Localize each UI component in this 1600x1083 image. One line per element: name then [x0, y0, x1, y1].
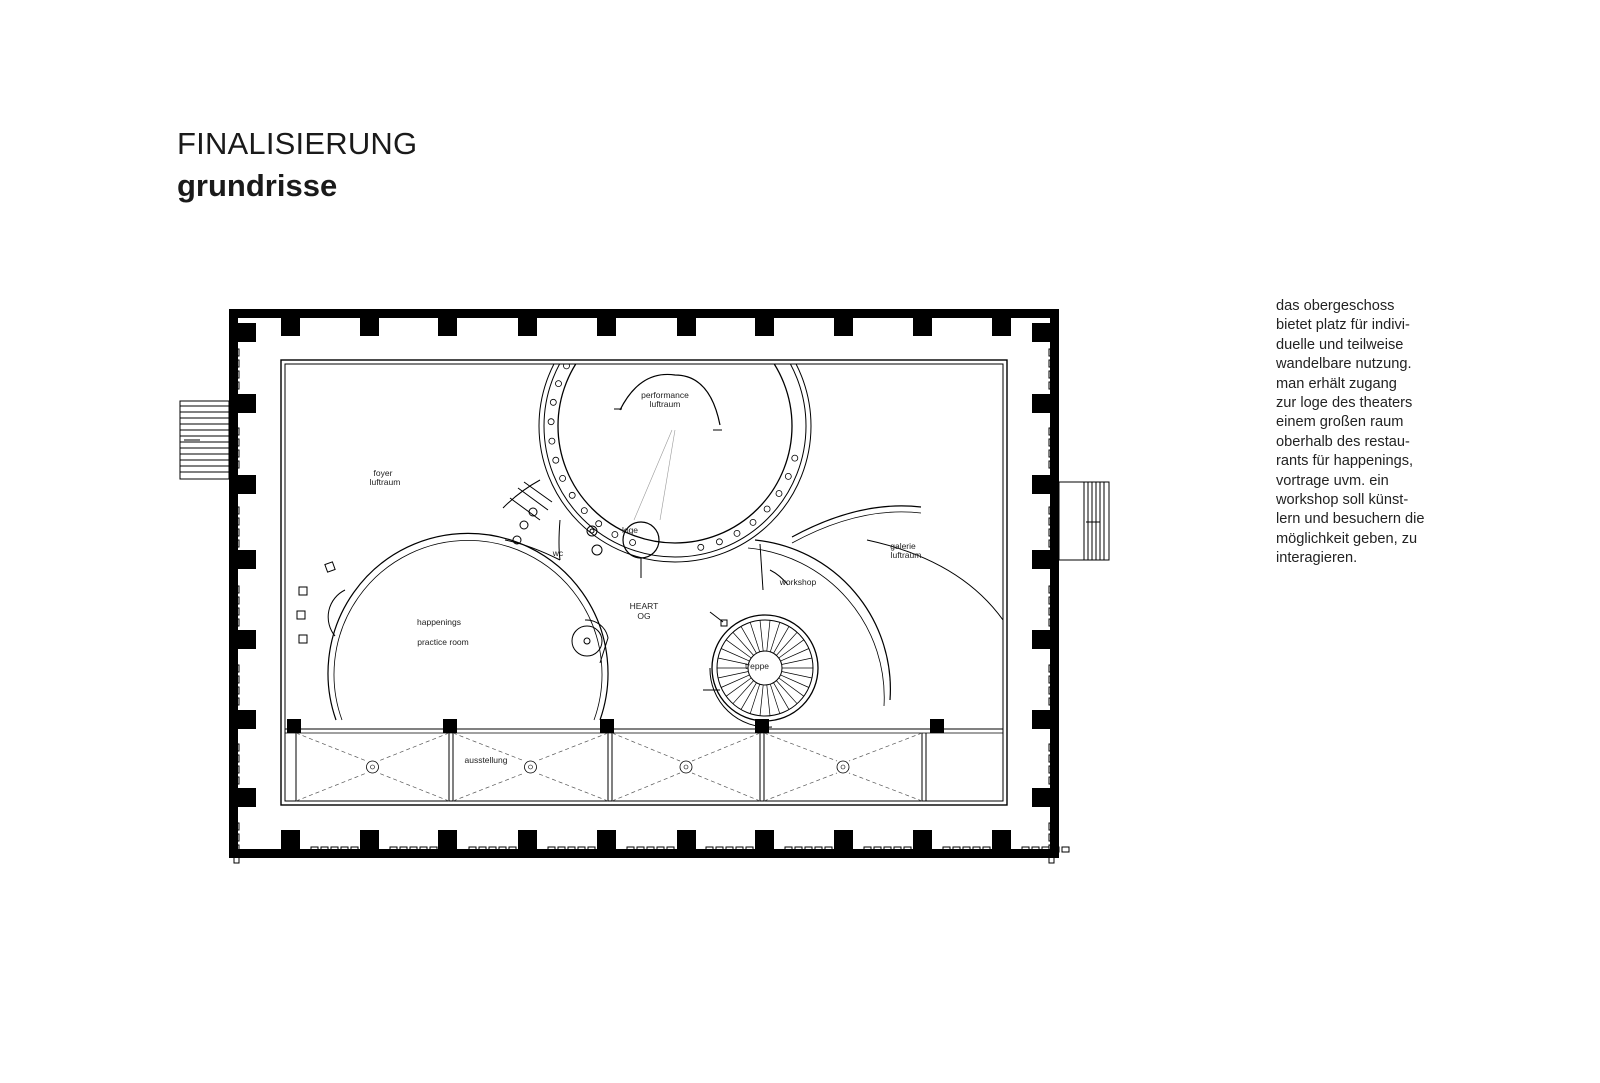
vault-rib	[764, 773, 837, 801]
seat	[764, 506, 770, 512]
vault-rib	[764, 733, 837, 761]
seat	[750, 519, 756, 525]
wall-pillar	[755, 314, 774, 336]
label-workshop: workshop	[779, 577, 817, 587]
wall-pillar	[677, 314, 696, 336]
stair-step	[770, 622, 780, 652]
workshop-arc	[755, 540, 890, 700]
seat	[574, 347, 580, 353]
stair-step	[782, 672, 812, 679]
description-line: workshop soll künst-	[1276, 492, 1409, 509]
stair-step	[774, 626, 790, 653]
wall-pillar	[1032, 323, 1054, 342]
description-line: duelle und teilweise	[1276, 336, 1404, 353]
page-title: FINALISIERUNG	[177, 126, 418, 161]
wall-pillar	[281, 314, 300, 336]
ausstellung-vaults	[296, 733, 922, 801]
stair-step	[741, 683, 757, 710]
wall-pillar	[913, 830, 932, 852]
label-performance-luftraum: luftraum	[649, 399, 681, 409]
label-galerie: galerie	[890, 541, 916, 551]
wall-pillar	[913, 314, 932, 336]
label-loge: loge	[621, 525, 639, 535]
description-line: lern und besuchern die	[1276, 511, 1425, 528]
vault-rib	[612, 733, 680, 761]
wall-pillar	[755, 830, 774, 852]
vault-rib	[692, 733, 760, 761]
seat	[596, 521, 602, 527]
wall-pillar	[281, 830, 300, 852]
wall-pillar	[234, 323, 256, 342]
stair-step	[781, 675, 809, 688]
vault-rib	[612, 773, 680, 801]
seat	[776, 491, 782, 497]
vault-rib	[296, 773, 367, 801]
description-line: oberhalb des restau-	[1276, 433, 1410, 450]
stair-step	[760, 685, 763, 716]
label-heart-og: OG	[637, 611, 651, 621]
galerie-edge	[867, 540, 1003, 620]
vault-boss	[837, 761, 849, 773]
wall-pillar	[438, 830, 457, 852]
performance-inner-ring	[558, 309, 792, 543]
description-line: das obergeschoss	[1276, 298, 1395, 314]
label-foyer-luftraum: luftraum	[369, 477, 401, 487]
vault-rib	[379, 773, 450, 801]
wall-pillar	[1032, 710, 1054, 729]
description-line: zur loge des theaters	[1276, 395, 1413, 412]
happenings-circle	[328, 533, 608, 720]
seat	[569, 492, 575, 498]
seat	[550, 399, 556, 405]
stair-step	[750, 622, 760, 652]
vault-rib	[849, 733, 922, 761]
wc-arc	[503, 480, 540, 508]
stair-step	[760, 620, 763, 651]
vault-boss-center	[684, 765, 688, 769]
description-line: wandelbare nutzung.	[1276, 356, 1412, 373]
description-line: vortrage uvm. ein	[1276, 472, 1389, 489]
inner-wall-outer	[281, 360, 1007, 805]
wall-pillar	[518, 314, 537, 336]
seat	[630, 540, 636, 546]
description-line: bietet platz für indivi-	[1276, 317, 1410, 334]
vault-boss-center	[841, 765, 845, 769]
seat	[698, 544, 704, 550]
wall-pillar	[234, 630, 256, 649]
wall-pillar	[1032, 550, 1054, 569]
description-line: möglichkeit geben, zu	[1276, 530, 1418, 547]
wall-pillar	[518, 830, 537, 852]
stair-step	[781, 649, 809, 662]
wall-pillar	[360, 314, 379, 336]
seat	[549, 438, 555, 444]
label-ausstellung: ausstellung	[464, 755, 508, 765]
seat	[734, 530, 740, 536]
stair-step	[721, 649, 749, 662]
vault-boss-center	[529, 765, 533, 769]
stair-step	[767, 620, 770, 651]
seat	[587, 332, 593, 338]
label-performance: performance	[641, 390, 689, 400]
wall-pillar	[234, 394, 256, 413]
stair-step	[718, 672, 748, 679]
vault-boss	[680, 761, 692, 773]
wall-pillar	[1032, 788, 1054, 807]
vault-boss-center	[371, 765, 375, 769]
label-happenings: happenings	[417, 617, 461, 627]
stair-step	[770, 684, 780, 714]
seat	[785, 473, 791, 479]
wall-pillar	[1032, 630, 1054, 649]
wall-pillar	[992, 830, 1011, 852]
inner-wall-inner	[285, 364, 1003, 801]
vault-rib	[453, 773, 525, 801]
seat	[556, 381, 562, 387]
stair-step	[718, 658, 748, 665]
wall-pillar	[597, 314, 616, 336]
wall-pillar	[234, 788, 256, 807]
seat	[716, 539, 722, 545]
wall-pillar	[234, 475, 256, 494]
wall-pillar	[834, 314, 853, 336]
description-line: interagieren.	[1276, 550, 1358, 567]
wall-pillar	[234, 550, 256, 569]
stair-east	[1059, 482, 1109, 560]
seat	[581, 508, 587, 514]
wall-pillar	[834, 830, 853, 852]
vault-rib	[537, 773, 609, 801]
vault-rib	[537, 733, 609, 761]
wall-pillar	[438, 314, 457, 336]
seat	[792, 455, 798, 461]
interior-columns	[287, 719, 944, 733]
galerie-arc	[792, 506, 921, 537]
window-pane	[1062, 847, 1069, 852]
stair-step	[774, 683, 790, 710]
vault-boss	[367, 761, 379, 773]
vault-boss	[525, 761, 537, 773]
vault-rib	[849, 773, 922, 801]
seat	[548, 419, 554, 425]
wc-partitions	[510, 482, 552, 520]
wall-pillar	[597, 830, 616, 852]
stair-step	[782, 658, 812, 665]
wall-pillar	[1032, 475, 1054, 494]
stair-step	[767, 685, 770, 716]
seat	[560, 475, 566, 481]
stair-step	[721, 675, 749, 688]
vault-rib	[296, 733, 367, 761]
wall-pillar	[360, 830, 379, 852]
description-line: man erhält zugang	[1276, 375, 1397, 392]
label-foyer: foyer	[373, 468, 393, 478]
description-line: einem großen raum	[1276, 414, 1404, 431]
wall-pillar	[677, 830, 696, 852]
label-treppe: treppe	[744, 661, 770, 671]
label-galerie-luftraum: luftraum	[890, 550, 922, 560]
wall-pillar	[1032, 394, 1054, 413]
label-practice-room: practice room	[417, 637, 469, 647]
page-subtitle: grundrisse	[177, 168, 338, 203]
label-heart: HEART	[629, 601, 659, 611]
wall-pillar	[992, 314, 1011, 336]
stair-step	[750, 684, 760, 714]
stair-step	[741, 626, 757, 653]
wall-pillar	[234, 710, 256, 729]
seat	[612, 532, 618, 538]
vault-rib	[379, 733, 450, 761]
stair-west	[180, 401, 229, 479]
vault-rib	[692, 773, 760, 801]
description-line: rants für happenings,	[1276, 453, 1414, 470]
label-wc: wc	[552, 548, 564, 558]
seat	[553, 457, 559, 463]
